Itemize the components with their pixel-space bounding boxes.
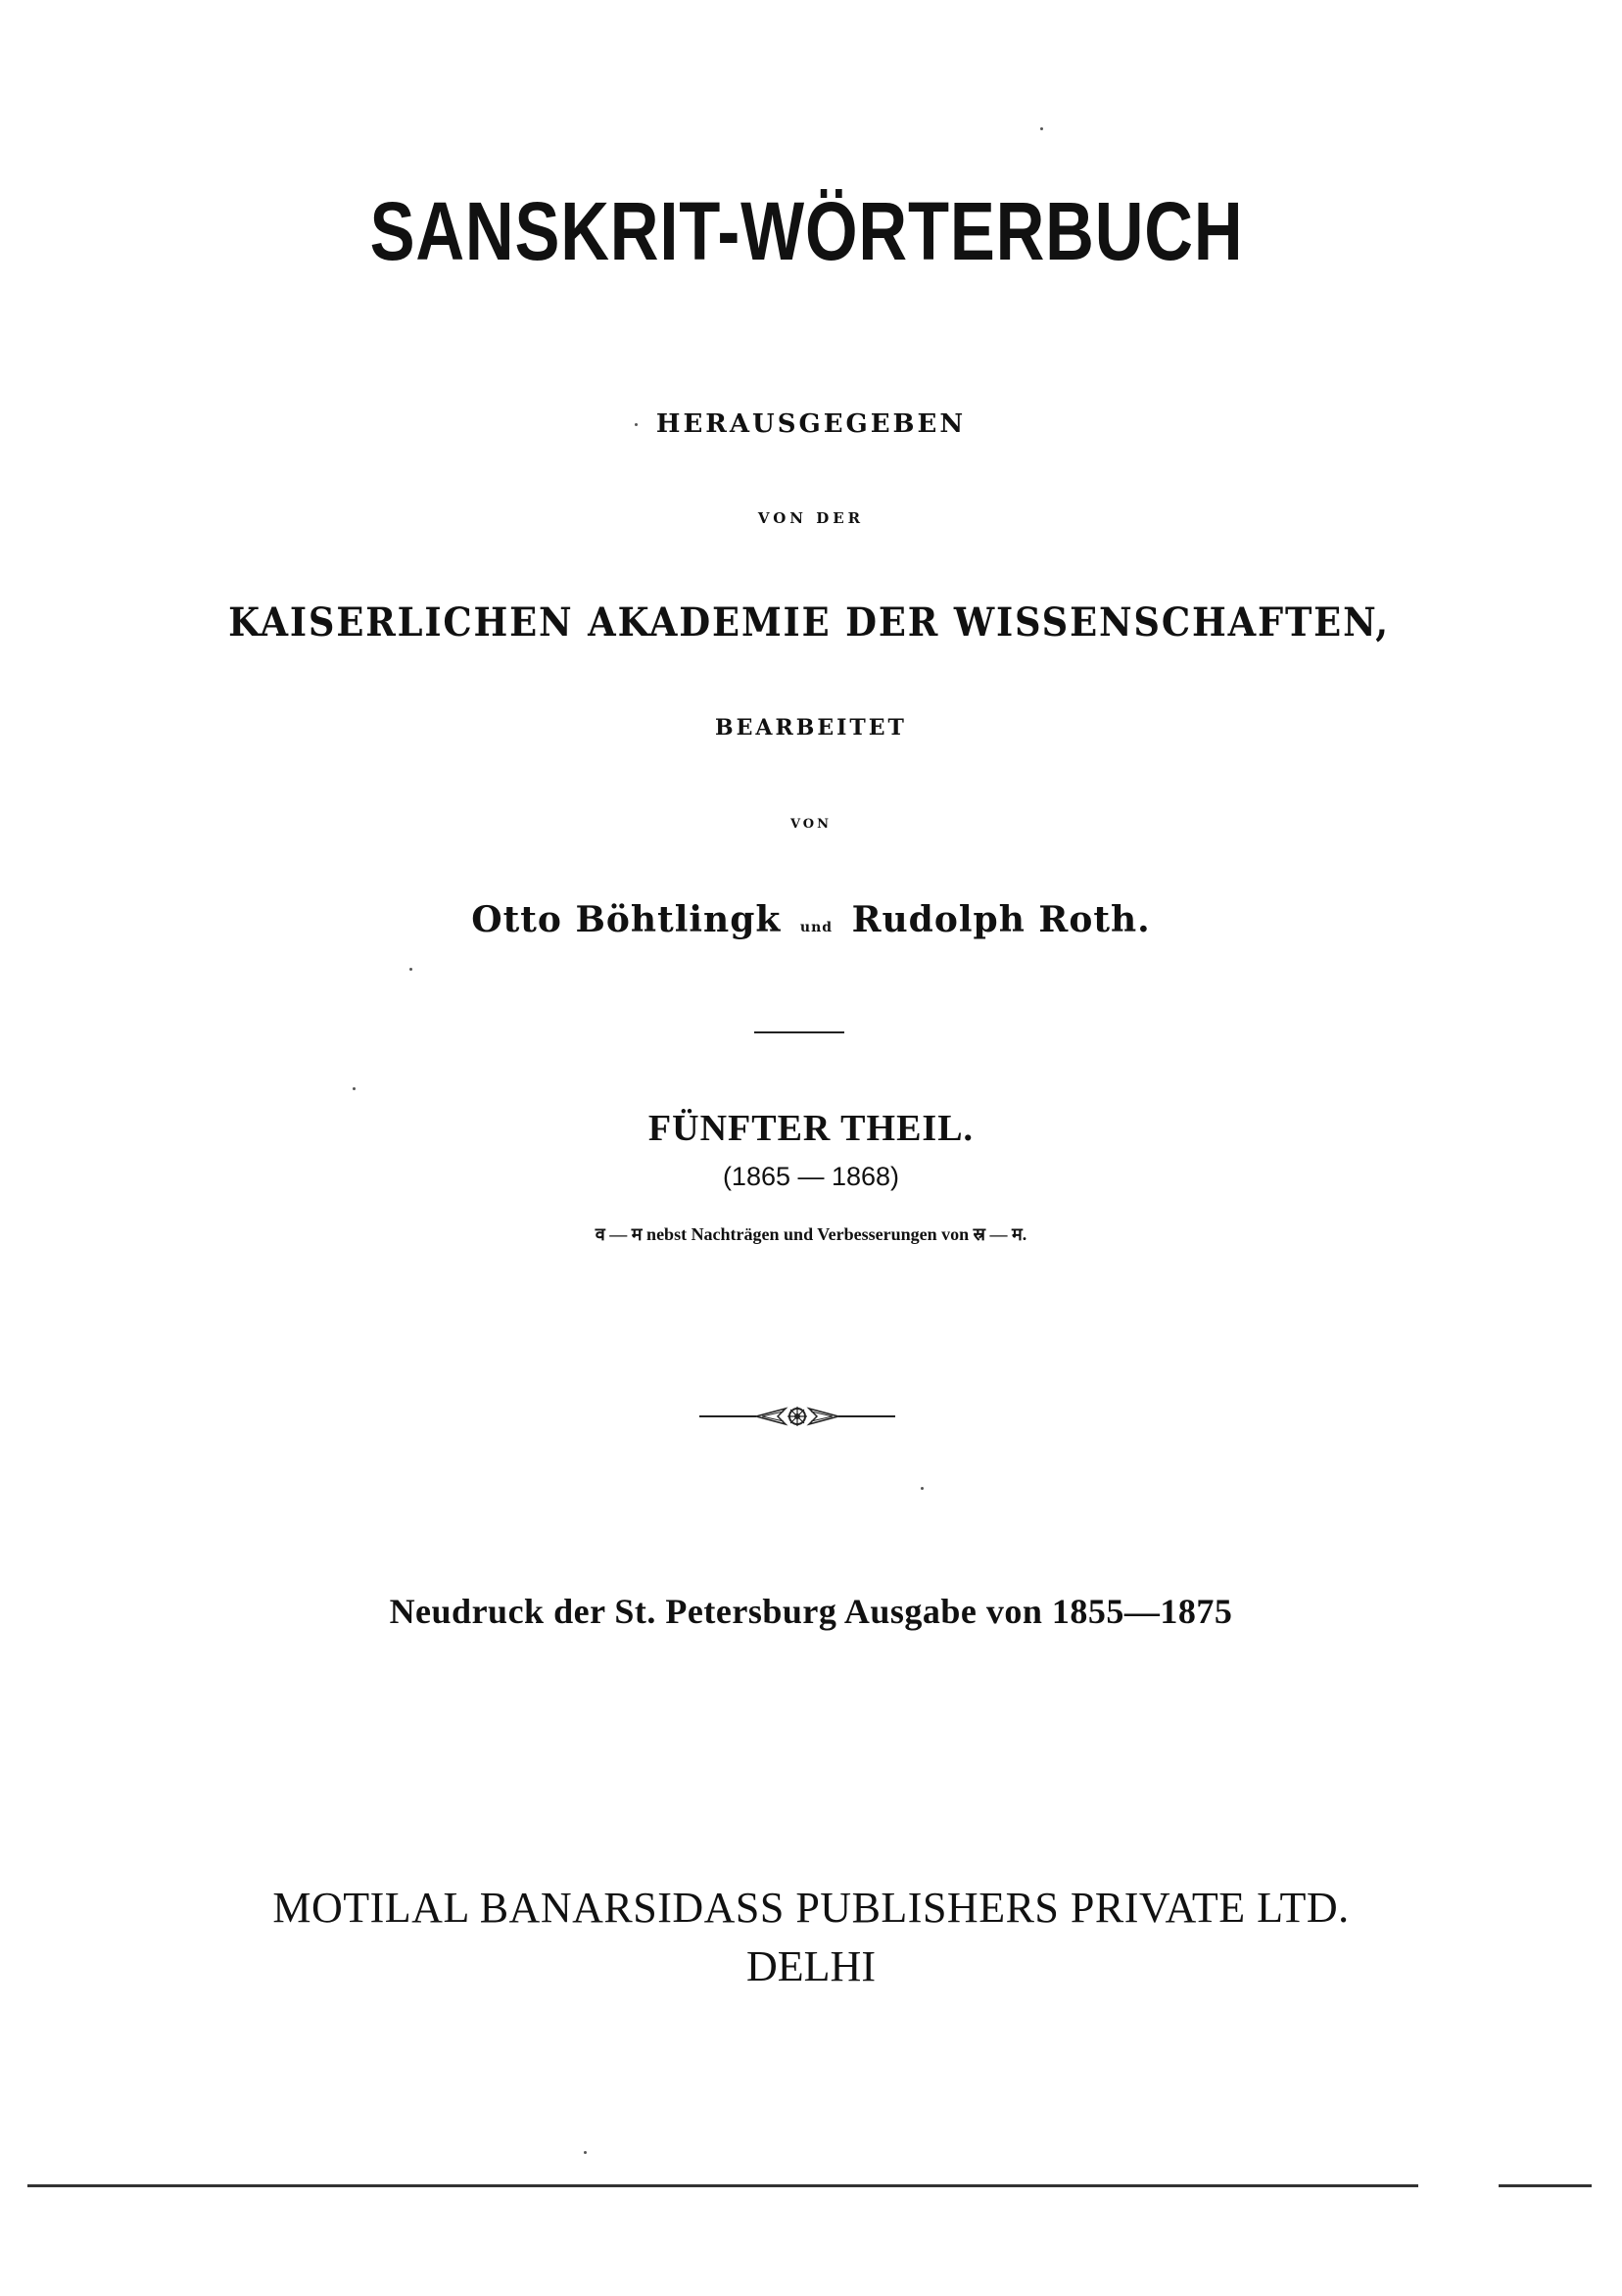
publisher-name: MOTILAL BANARSIDASS PUBLISHERS PRIVATE LTD. <box>272 1884 1350 1932</box>
author-second: Rudolph Roth. <box>851 899 1151 940</box>
publisher-city: DELHI <box>746 1942 876 1990</box>
by-label: VON <box>789 817 833 832</box>
author-first: Otto Böhtlingk <box>471 899 782 940</box>
bottom-rule-fragment <box>1499 2184 1592 2187</box>
edited-label: BEARBEITET <box>715 715 907 741</box>
volume-years: (1865 — 1868) <box>722 1162 900 1191</box>
volume-title: FÜNFTER THEIL. <box>647 1108 975 1149</box>
reprint-note: Neudruck der St. Petersburg Ausgabe von 1855—1875 <box>389 1592 1233 1631</box>
scan-speck <box>1040 127 1043 130</box>
published-by-label: HERAUSGEGEBEN <box>655 409 967 439</box>
short-divider <box>754 1031 844 1033</box>
volume-range: व — म nebst Nachträgen und Verbesserungen von स्र — म. <box>595 1224 1027 1244</box>
scan-speck <box>635 423 638 426</box>
scan-speck <box>409 968 412 971</box>
authors-line <box>0 899 1622 940</box>
of-the-label: VON DER <box>757 509 865 527</box>
scan-speck <box>353 1087 356 1090</box>
book-title: SANSKRIT-WÖRTERBUCH <box>369 185 1244 277</box>
scan-speck <box>921 1487 924 1490</box>
institution-name: KAISERLICHEN AKADEMIE DER WISSENSCHAFTEN, <box>228 599 1390 646</box>
ornament-divider <box>699 1399 895 1434</box>
author-conjunction: und <box>799 920 834 935</box>
scan-speck <box>584 2151 587 2154</box>
bottom-rule <box>27 2184 1418 2187</box>
